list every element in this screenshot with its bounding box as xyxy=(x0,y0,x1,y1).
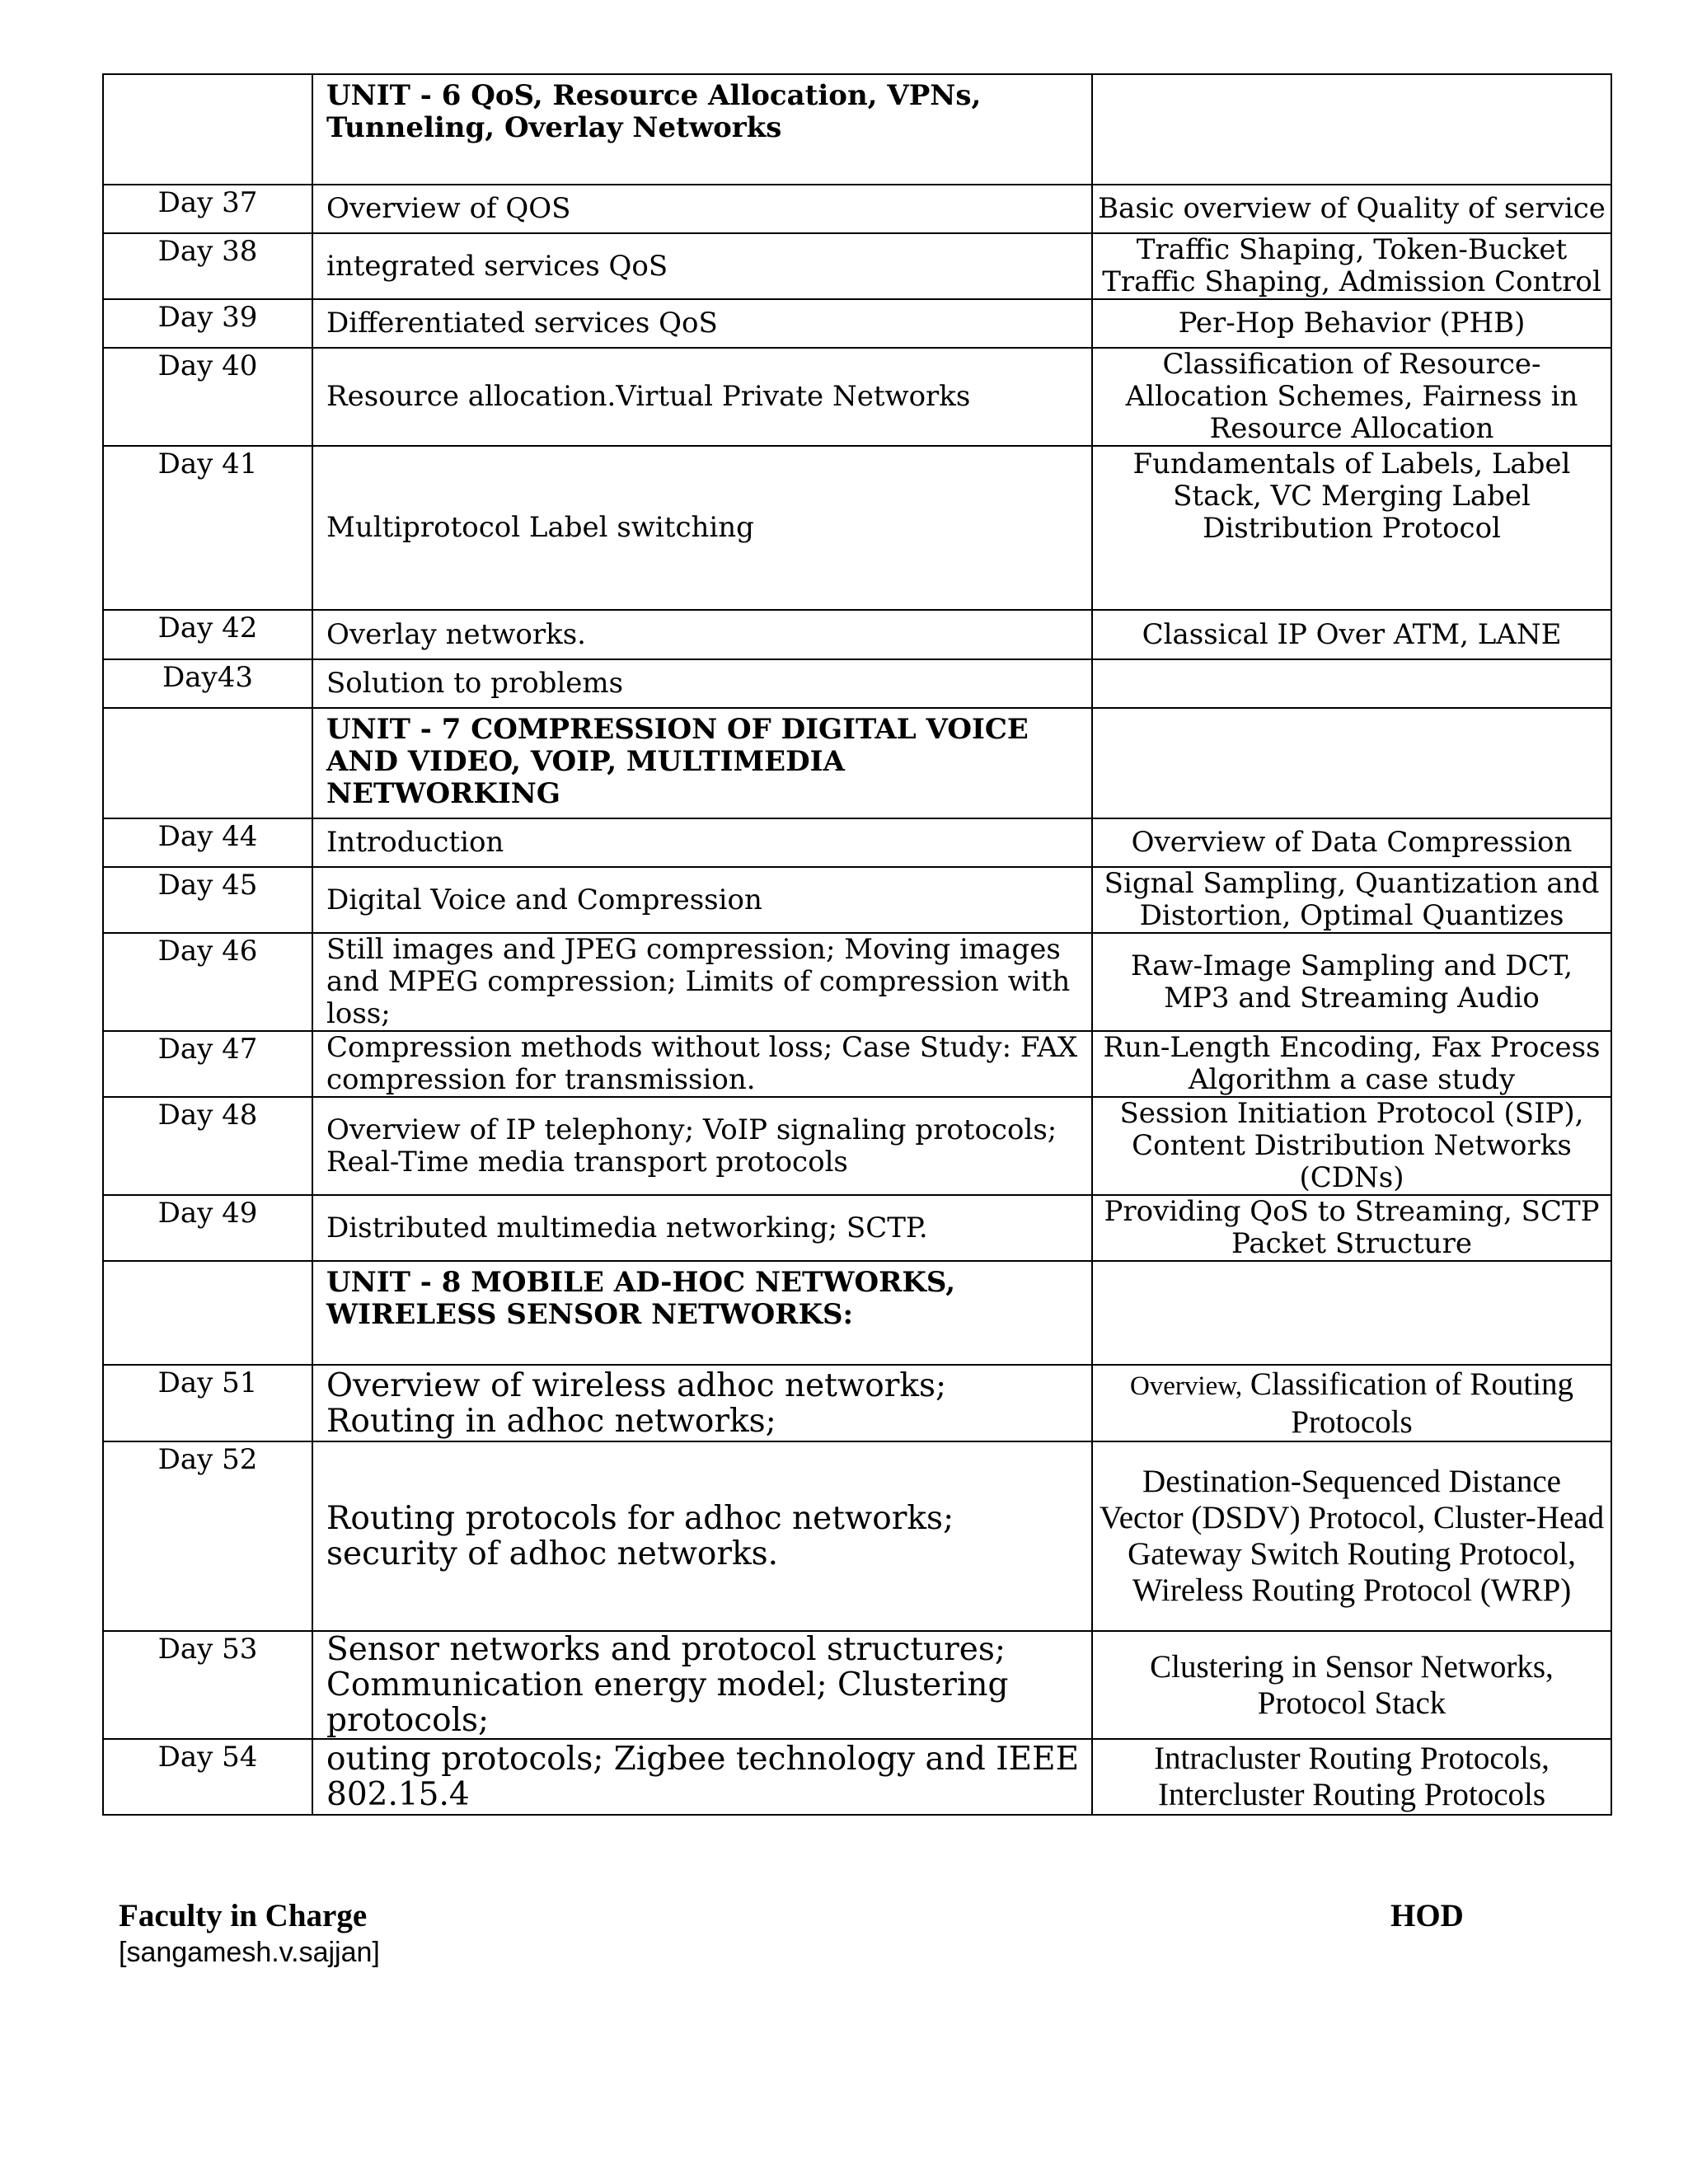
day-cell: Day 52 xyxy=(103,1441,312,1631)
table-row xyxy=(103,1195,1611,1261)
table-row xyxy=(103,348,1611,446)
topic-cell: Distributed multimedia networking; SCTP. xyxy=(312,1195,1092,1261)
table-row xyxy=(103,233,1611,299)
desc-cell: Run-Length Encoding, Fax Process Algorithm a case study xyxy=(1092,1031,1611,1097)
table-row xyxy=(103,299,1611,348)
desc-cell xyxy=(1092,659,1611,708)
desc-cell: Per-Hop Behavior (PHB) xyxy=(1092,299,1611,348)
unit-desc-cell xyxy=(1092,74,1611,185)
desc-cell: Session Initiation Protocol (SIP), Content Distribution Networks (CDNs) xyxy=(1092,1097,1611,1195)
day-cell: Day 45 xyxy=(103,867,312,933)
table-row xyxy=(103,1031,1611,1097)
unit-title: UNIT - 8 MOBILE AD-HOC NETWORKS, WIRELESS SENSOR NETWORKS: xyxy=(312,1261,1092,1365)
topic-cell: Digital Voice and Compression xyxy=(312,867,1092,933)
topic-cell: Still images and JPEG compression; Moving images and MPEG compression; Limits of compression with loss; xyxy=(312,933,1092,1031)
topic-cell: outing protocols; Zigbee technology and IEEE 802.15.4 xyxy=(312,1739,1092,1815)
day-cell: Day 38 xyxy=(103,233,312,299)
table-row xyxy=(103,818,1611,867)
unit-header-row xyxy=(103,74,1611,185)
desc-cell: Overview of Data Compression xyxy=(1092,818,1611,867)
desc-prefix: Overview, xyxy=(1129,1371,1243,1401)
unit-day-cell xyxy=(103,708,312,818)
faculty-label: Faculty in Charge xyxy=(119,1898,368,1933)
topic-cell: Solution to problems xyxy=(312,659,1092,708)
desc-cell: Providing QoS to Streaming, SCTP Packet Structure xyxy=(1092,1195,1611,1261)
day-cell: Day 40 xyxy=(103,348,312,446)
topic-cell: Overview of QOS xyxy=(312,185,1092,233)
desc-cell: Raw-Image Sampling and DCT, MP3 and Streaming Audio xyxy=(1092,933,1611,1031)
hod-label: HOD xyxy=(1390,1898,1464,1933)
topic-cell: Routing protocols for adhoc networks; security of adhoc networks. xyxy=(312,1441,1092,1631)
day-cell: Day 51 xyxy=(103,1365,312,1441)
desc-cell: Signal Sampling, Quantization and Distortion, Optimal Quantizes xyxy=(1092,867,1611,933)
topic-cell: Overview of IP telephony; VoIP signaling protocols; Real-Time media transport protocols xyxy=(312,1097,1092,1195)
topic-cell: Differentiated services QoS xyxy=(312,299,1092,348)
desc-cell: Classical IP Over ATM, LANE xyxy=(1092,610,1611,659)
topic-cell: Resource allocation.Virtual Private Networks xyxy=(312,348,1092,446)
table-row xyxy=(103,933,1611,1031)
unit-day-cell xyxy=(103,74,312,185)
desc-cell: Destination-Sequenced Distance Vector (DSDV) Protocol, Cluster-Head Gateway Switch Routing Protocol, Wireless Routing Protocol (WRP) xyxy=(1092,1441,1611,1631)
day-cell: Day 39 xyxy=(103,299,312,348)
topic-cell: Compression methods without loss; Case Study: FAX compression for transmission. xyxy=(312,1031,1092,1097)
lesson-plan-table xyxy=(102,73,1612,1816)
desc-cell: Clustering in Sensor Networks, Protocol Stack xyxy=(1092,1631,1611,1739)
day-cell: Day 44 xyxy=(103,818,312,867)
day-cell: Day 53 xyxy=(103,1631,312,1739)
topic-cell: integrated services QoS xyxy=(312,233,1092,299)
desc-cell: Intracluster Routing Protocols, Intercluster Routing Protocols xyxy=(1092,1739,1611,1815)
faculty-name: [sangamesh.v.sajjan] xyxy=(119,1937,380,1968)
desc-cell: Traffic Shaping, Token-Bucket Traffic Shaping, Admission Control xyxy=(1092,233,1611,299)
day-cell: Day 49 xyxy=(103,1195,312,1261)
table-row xyxy=(103,610,1611,659)
topic-cell: Introduction xyxy=(312,818,1092,867)
desc-cell: Fundamentals of Labels, Label Stack, VC Merging Label Distribution Protocol xyxy=(1092,446,1611,610)
day-cell: Day43 xyxy=(103,659,312,708)
topic-cell: Overview of wireless adhoc networks; Routing in adhoc networks; xyxy=(312,1365,1092,1441)
table-row xyxy=(103,446,1611,610)
table-row xyxy=(103,185,1611,233)
desc-text: Classification of Routing Protocols xyxy=(1250,1366,1574,1440)
unit-desc-cell xyxy=(1092,1261,1611,1365)
table-row xyxy=(103,1441,1611,1631)
table-row xyxy=(103,1097,1611,1195)
table-row xyxy=(103,867,1611,933)
day-cell: Day 42 xyxy=(103,610,312,659)
table-row xyxy=(103,1631,1611,1739)
table-row xyxy=(103,659,1611,708)
day-cell: Day 54 xyxy=(103,1739,312,1815)
unit-desc-cell xyxy=(1092,708,1611,818)
unit-title: UNIT - 7 COMPRESSION OF DIGITAL VOICE AND VIDEO, VOIP, MULTIMEDIA NETWORKING xyxy=(312,708,1092,818)
desc-cell xyxy=(1092,1365,1611,1441)
unit-header-row xyxy=(103,708,1611,818)
day-cell: Day 41 xyxy=(103,446,312,610)
table-row xyxy=(103,1739,1611,1815)
desc-cell: Basic overview of Quality of service xyxy=(1092,185,1611,233)
day-cell: Day 48 xyxy=(103,1097,312,1195)
unit-header-row xyxy=(103,1261,1611,1365)
table-row xyxy=(103,1365,1611,1441)
day-cell: Day 46 xyxy=(103,933,312,1031)
desc-cell: Classification of Resource-Allocation Schemes, Fairness in Resource Allocation xyxy=(1092,348,1611,446)
day-cell: Day 47 xyxy=(103,1031,312,1097)
faculty-signature-block xyxy=(119,1897,380,1970)
day-cell: Day 37 xyxy=(103,185,312,233)
topic-cell: Sensor networks and protocol structures; Communication energy model; Clustering protocols; xyxy=(312,1631,1092,1739)
unit-title: UNIT - 6 QoS, Resource Allocation, VPNs, Tunneling, Overlay Networks xyxy=(312,74,1092,185)
unit-day-cell xyxy=(103,1261,312,1365)
topic-cell: Multiprotocol Label switching xyxy=(312,446,1092,610)
topic-cell: Overlay networks. xyxy=(312,610,1092,659)
